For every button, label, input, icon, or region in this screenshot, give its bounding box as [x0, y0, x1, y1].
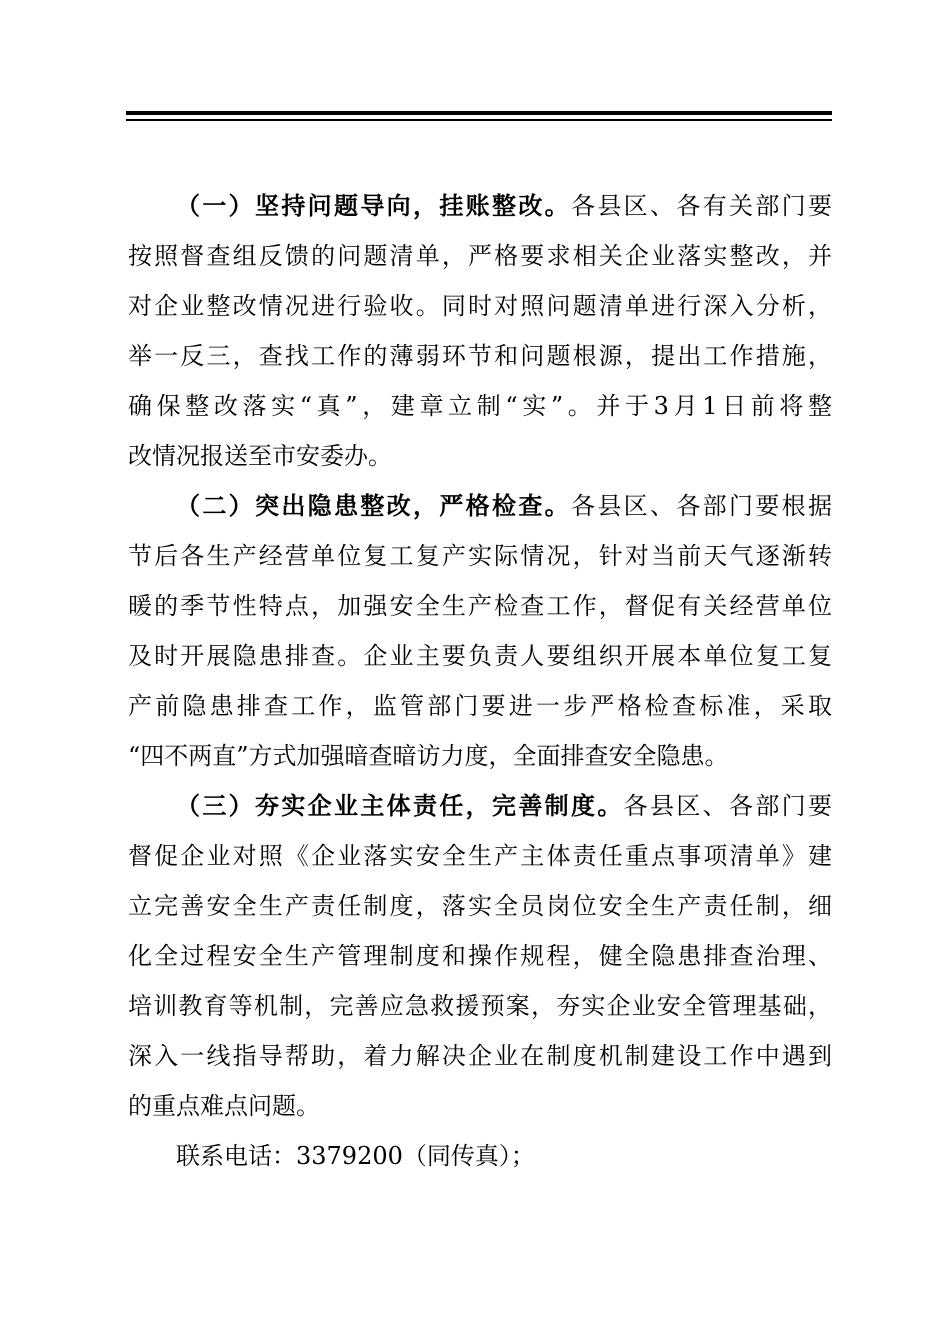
section-3-text: 各县区、各部门要 — [623, 792, 833, 820]
section-3-line-4: 化全过程安全生产管理制度和操作规程，健全隐患排查治理、 — [128, 942, 832, 970]
header-rule-thick — [126, 111, 832, 115]
section-2-text: 各县区、各部门要根据 — [571, 492, 832, 520]
section-2-line-1 — [176, 490, 832, 522]
section-1-line-2: 按照督查组反馈的问题清单，严格要求相关企业落实整改，并 — [128, 242, 832, 270]
section-2-line-6: “四不两直”方式加强暗查暗访力度，全面排查安全隐患。 — [128, 742, 729, 770]
header-rule-thin — [126, 119, 832, 121]
section-3-line-6: 深入一线指导帮助，着力解决企业在制度机制建设工作中遇到 — [128, 1042, 832, 1070]
section-2-line-5: 产前隐患排查工作，监管部门要进一步严格检查标准，采取 — [128, 692, 832, 720]
section-1-line-6: 改情况报送至市安委办。 — [128, 442, 392, 470]
section-3-line-3: 立完善安全生产责任制度，落实全员岗位安全生产责任制，细 — [128, 892, 832, 920]
section-1-text: 各县区、各有关部门要 — [571, 192, 832, 220]
section-1-line-4: 举一反三，查找工作的薄弱环节和问题根源，提出工作措施， — [128, 342, 832, 370]
section-1-heading: （一）坚持问题导向，挂账整改。 — [176, 191, 571, 220]
section-3-line-7: 的重点难点问题。 — [128, 1092, 320, 1120]
section-2-line-4: 及时开展隐患排查。企业主要负责人要组织开展本单位复工复 — [128, 642, 832, 670]
section-3-heading: （三）夯实企业主体责任，完善制度。 — [176, 791, 624, 820]
section-2-line-3: 暖的季节性特点，加强安全生产检查工作，督促有关经营单位 — [128, 592, 832, 620]
contact-line: 联系电话：3379200（同传真）； — [176, 1142, 535, 1170]
section-3-line-2: 督促企业对照《企业落实安全生产主体责任重点事项清单》建 — [128, 842, 832, 870]
section-2-heading: （二）突出隐患整改，严格检查。 — [176, 491, 571, 520]
section-1-line-5: 确保整改落实“真”，建章立制“实”。并于3月1日前将整 — [128, 392, 832, 420]
section-1-line-3: 对企业整改情况进行验收。同时对照问题清单进行深入分析， — [128, 292, 832, 320]
section-3-line-1 — [176, 790, 832, 822]
section-3-line-5: 培训教育等机制，完善应急救援预案，夯实企业安全管理基础， — [128, 992, 832, 1020]
section-1-line-1 — [176, 190, 832, 222]
section-2-line-2: 节后各生产经营单位复工复产实际情况，针对当前天气逐渐转 — [128, 542, 832, 570]
